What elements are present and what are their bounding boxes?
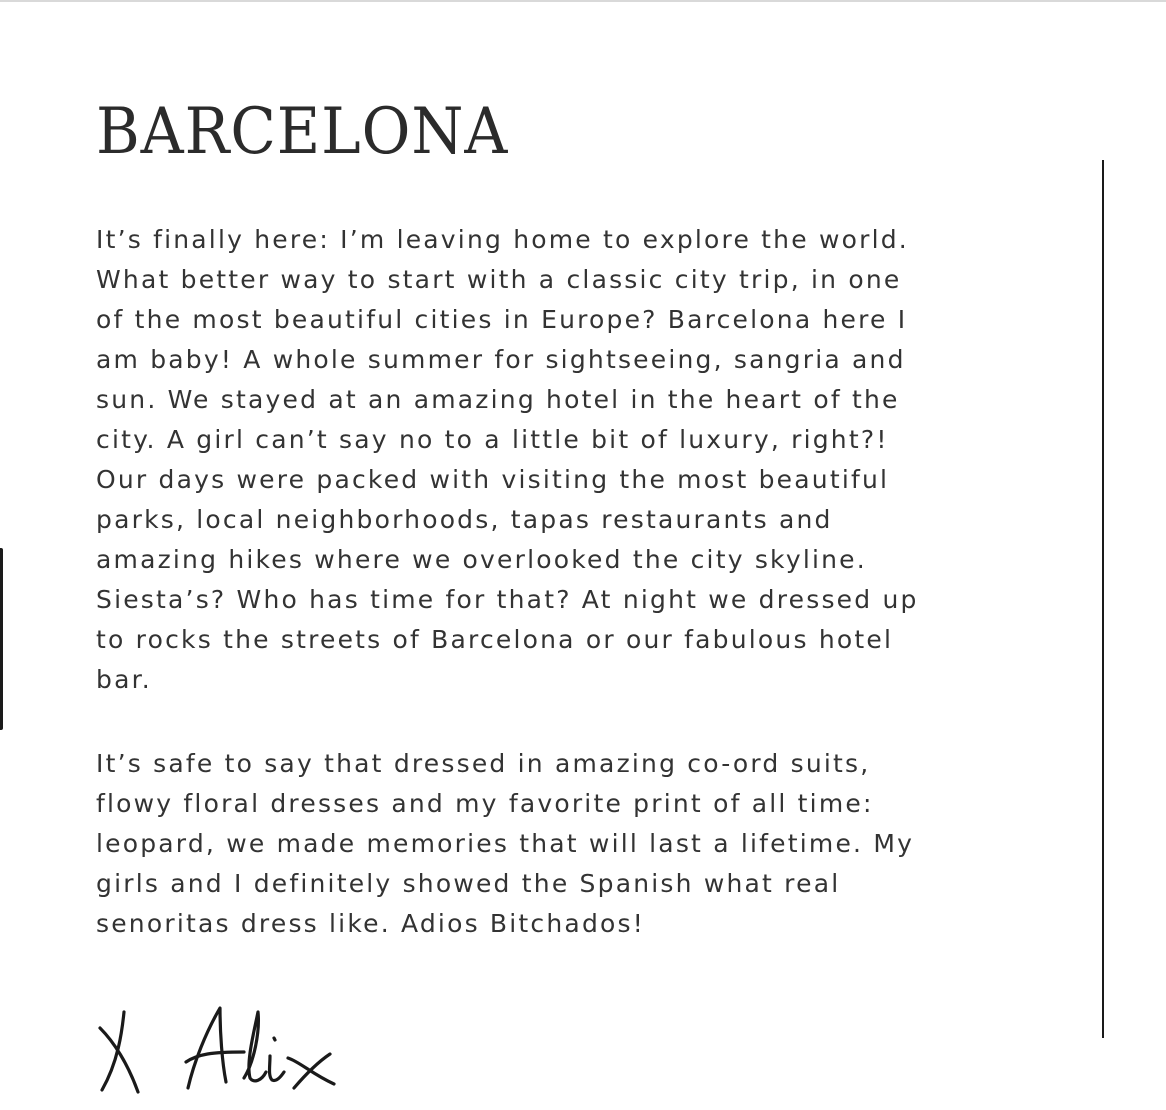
article [96,95,1006,938]
paragraph-line: What better way to start with a classic city trip, in one [96,265,902,294]
article-title: BARCELONA [96,95,509,169]
left-edge-bar [0,548,3,730]
paragraph-line: senoritas dress like. Adios Bitchados! [96,909,645,938]
paragraph-1 [96,220,919,700]
paragraph-line: girls and I definitely showed the Spanish what real [96,869,841,898]
paragraph-line: It’s finally here: I’m leaving home to explore the world. [96,225,909,254]
vertical-divider [1102,160,1104,1038]
paragraph-line: city. A girl can’t say no to a little bit of luxury, right?! [96,425,889,454]
paragraph-line: Siesta’s? Who has time for that? At night we dressed up [96,585,919,614]
top-border [0,0,1166,2]
paragraph-line: leopard, we made memories that will last a lifetime. My [96,829,915,858]
paragraph-line: It’s safe to say that dressed in amazing co-ord suits, [96,749,871,778]
paragraph-line: of the most beautiful cities in Europe? Barcelona here I [96,305,908,334]
paragraph-line: am baby! A whole summer for sightseeing, sangria and [96,345,906,374]
signature-image [94,1002,354,1102]
paragraph-line: sun. We stayed at an amazing hotel in the heart of the [96,385,900,414]
signature [94,1002,354,1102]
paragraph-line: to rocks the streets of Barcelona or our fabulous hotel [96,625,894,654]
paragraph-line: bar. [96,665,152,694]
paragraph-line: parks, local neighborhoods, tapas restaurants and [96,505,833,534]
paragraph-line: amazing hikes where we overlooked the city skyline. [96,545,867,574]
paragraph-2 [96,744,914,944]
paragraph-line: Our days were packed with visiting the most beautiful [96,465,890,494]
paragraph-line: flowy floral dresses and my favorite print of all time: [96,789,874,818]
